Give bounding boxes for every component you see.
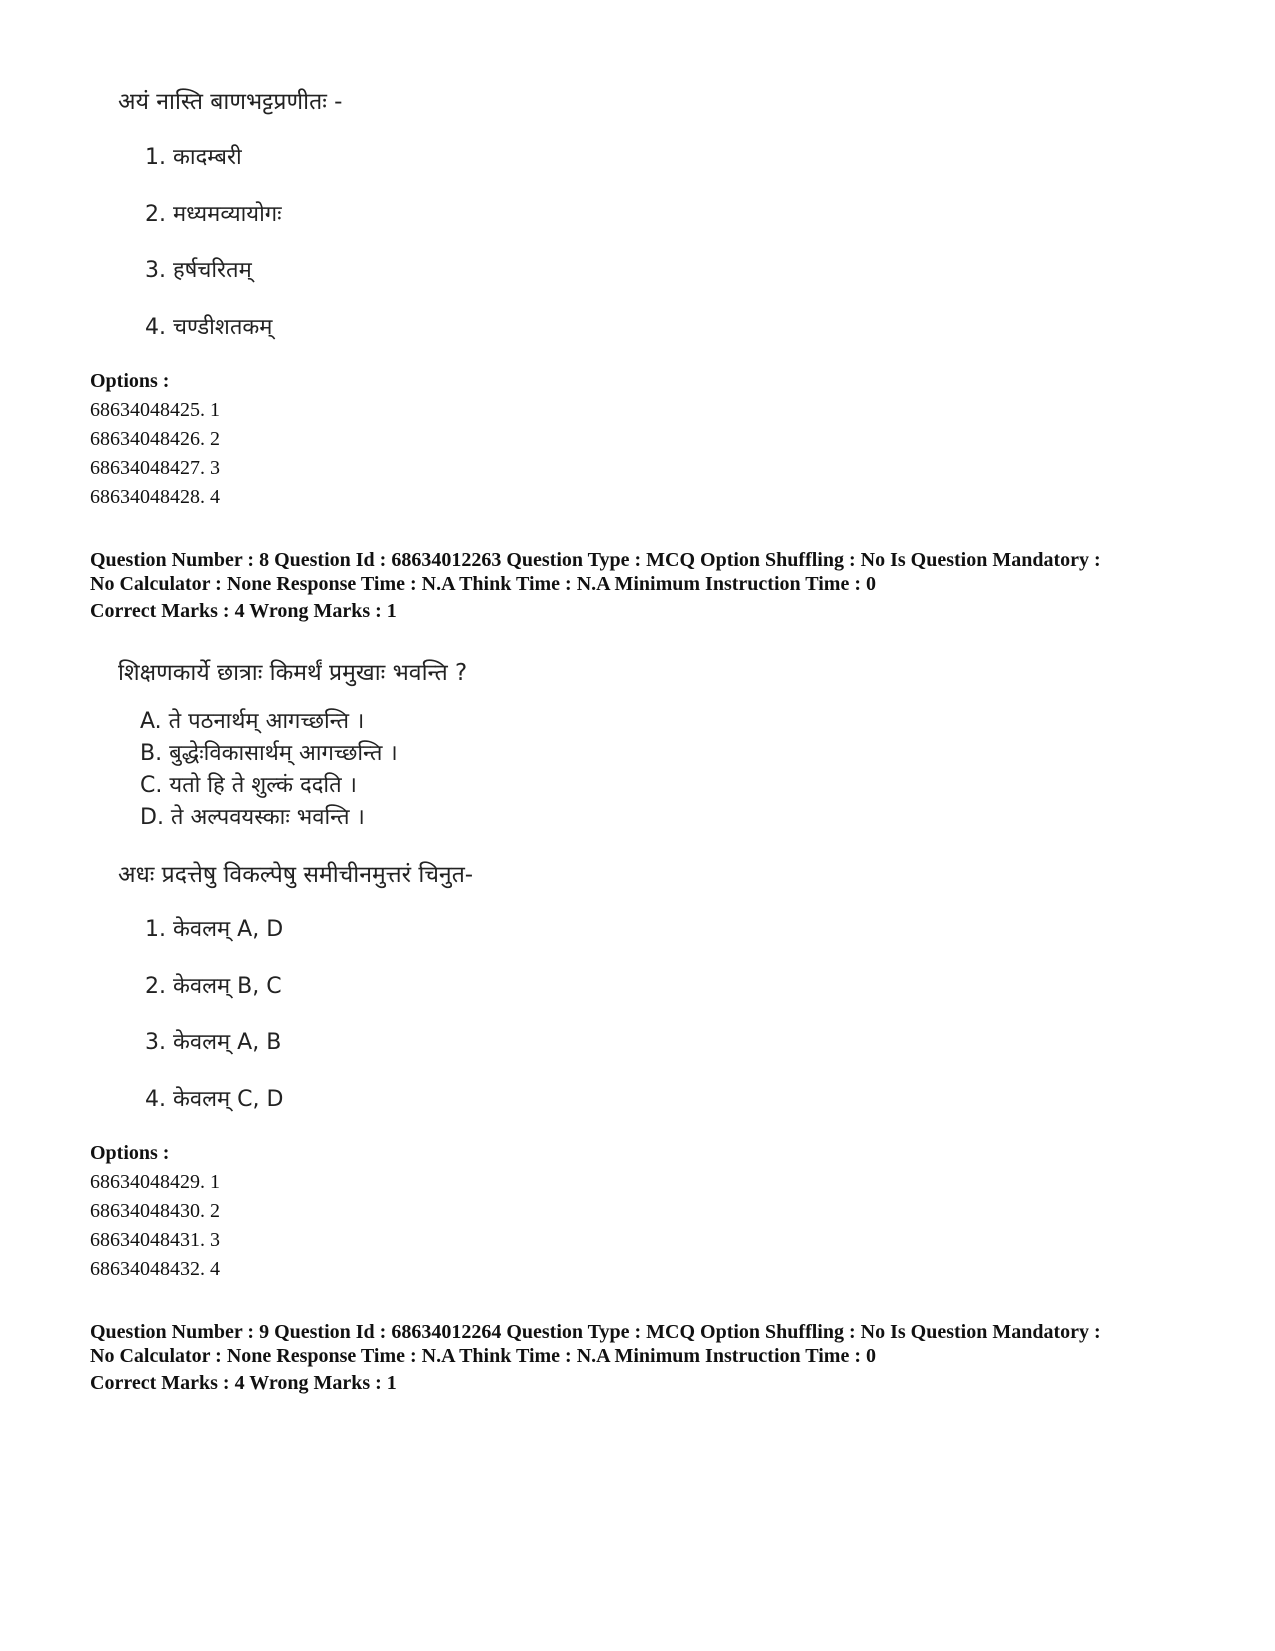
answer-choice-1: 1. कादम्बरी	[145, 145, 242, 170]
options-list	[90, 1168, 220, 1284]
answer-choice-2: 2. मध्यमव्यायोगः	[145, 202, 282, 227]
answer-choice-3: 3. हर्षचरितम्	[145, 258, 252, 283]
statement-item: B. बुद्धेःविकासार्थम् आगच्छन्ति ।	[140, 741, 398, 766]
statement-item: A. ते पठनार्थम् आगच्छन्ति ।	[140, 709, 365, 734]
question-meta-line: No Calculator : None Response Time : N.A Think Time : N.A Minimum Instruction Time : 0	[90, 1345, 876, 1367]
marks-info: Correct Marks : 4 Wrong Marks : 1	[90, 1372, 397, 1394]
question-meta	[90, 1320, 1200, 1368]
question-text: अयं नास्ति बाणभट्टप्रणीतः -	[118, 89, 343, 115]
answer-choice-2: 2. केवलम् B, C	[145, 974, 282, 999]
option-id-line: 68634048432. 4	[90, 1258, 220, 1280]
question-meta-line: No Calculator : None Response Time : N.A Think Time : N.A Minimum Instruction Time : 0	[90, 573, 876, 595]
statement-item: D. ते अल्पवयस्काः भवन्ति ।	[140, 805, 365, 830]
statement-item: C. यतो हि ते शुल्कं ददति ।	[140, 773, 357, 798]
option-id-line: 68634048429. 1	[90, 1171, 220, 1193]
answer-choice-1: 1. केवलम् A, D	[145, 917, 284, 942]
option-id-line: 68634048430. 2	[90, 1200, 220, 1222]
answer-choice-4: 4. केवलम् C, D	[145, 1087, 284, 1112]
question-meta	[90, 548, 1200, 596]
answer-choice-3: 3. केवलम् A, B	[145, 1030, 282, 1055]
option-id-line: 68634048426. 2	[90, 428, 220, 450]
options-label: Options :	[90, 370, 170, 392]
question-meta-line: Question Number : 9 Question Id : 68634012264 Question Type : MCQ Option Shuffling : No Is Question Mandatory :	[90, 1321, 1101, 1343]
question-meta-line: Question Number : 8 Question Id : 68634012263 Question Type : MCQ Option Shuffling : No Is Question Mandatory :	[90, 549, 1101, 571]
options-label: Options :	[90, 1142, 170, 1164]
instruction-text: अधः प्रदत्तेषु विकल्पेषु समीचीनमुत्तरं चिनुत-	[118, 862, 474, 888]
marks-info: Correct Marks : 4 Wrong Marks : 1	[90, 600, 397, 622]
answer-choice-4: 4. चण्डीशतकम्	[145, 315, 273, 340]
question-text: शिक्षणकार्ये छात्राः किमर्थं प्रमुखाः भवन्ति ?	[118, 660, 468, 686]
options-list	[90, 396, 220, 512]
option-id-line: 68634048431. 3	[90, 1229, 220, 1251]
option-id-line: 68634048428. 4	[90, 486, 220, 508]
option-id-line: 68634048425. 1	[90, 399, 220, 421]
option-id-line: 68634048427. 3	[90, 457, 220, 479]
statement-list	[140, 706, 398, 834]
